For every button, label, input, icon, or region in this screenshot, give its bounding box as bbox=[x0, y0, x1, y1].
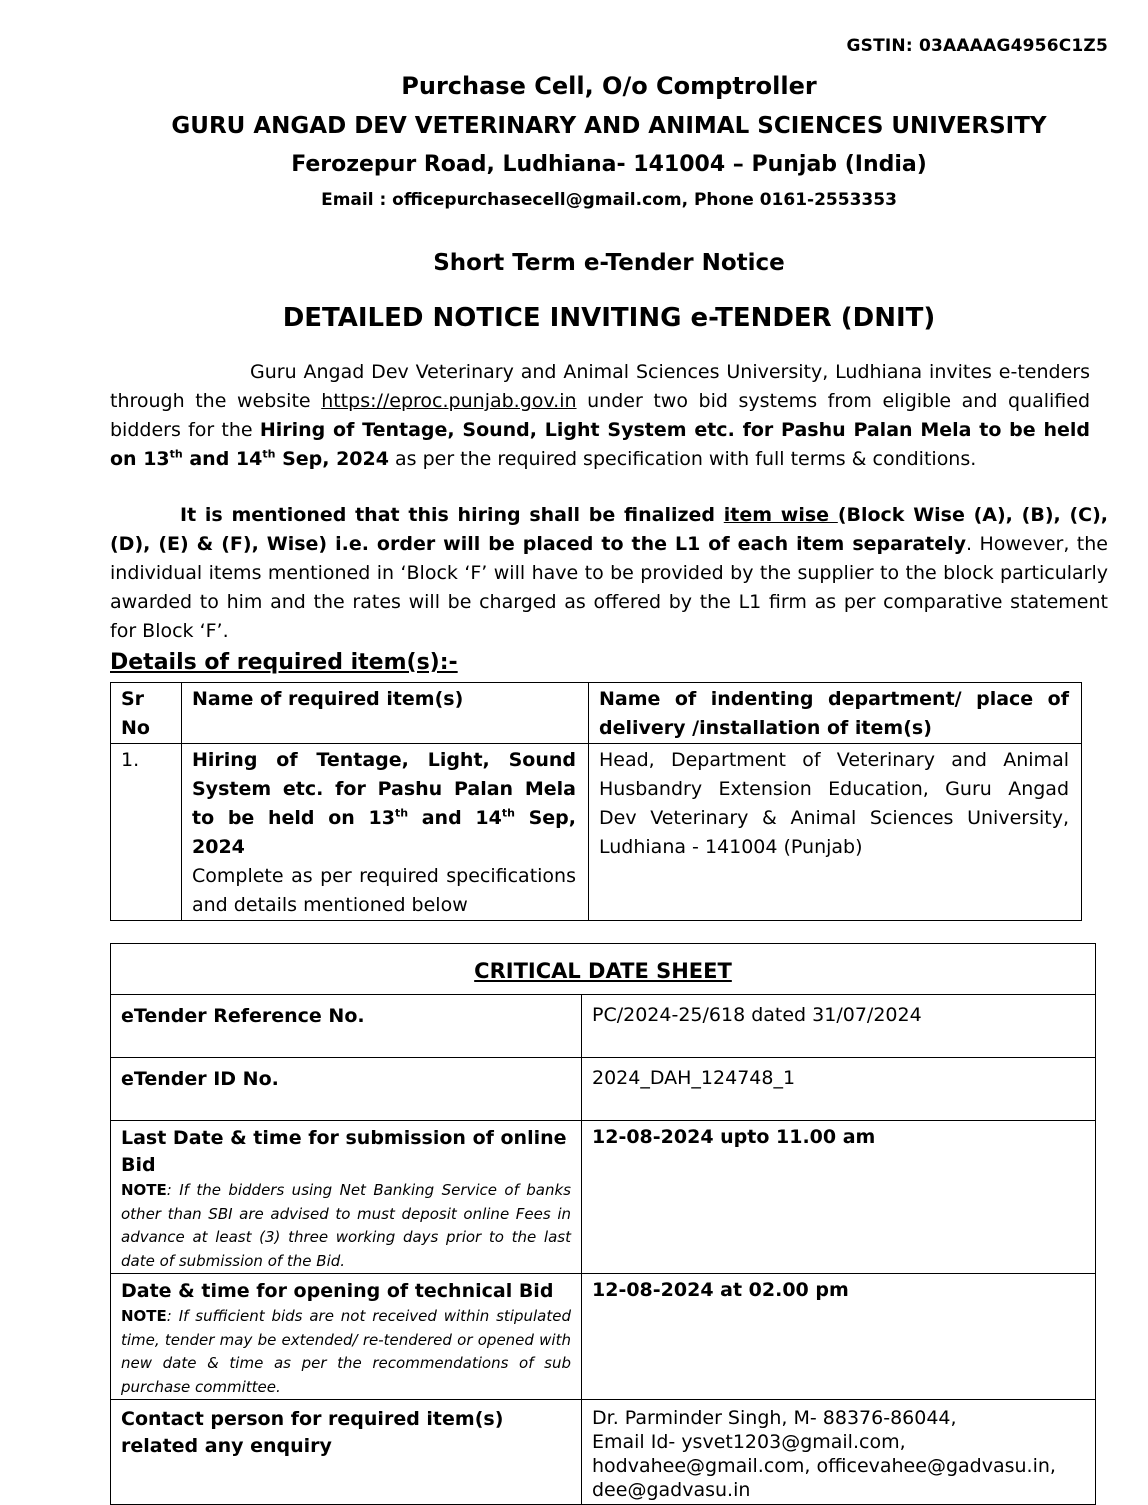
table-row bbox=[111, 744, 1082, 921]
contact-person-label: Contact person for required item(s) related any enquiry bbox=[111, 1400, 582, 1505]
gstin-number: GSTIN: 03AAAAG4956C1Z5 bbox=[846, 36, 1108, 56]
critical-date-sheet bbox=[110, 943, 1096, 1505]
contact-line-1: Dr. Parminder Singh, M- 88376-86044, bbox=[592, 1407, 957, 1429]
intro-paragraph: Guru Angad Dev Veterinary and Animal Sciences University, Ludhiana invites e-tenders through the website https://eproc.punjab.gov.in under two bid systems from eligible and qualified bidders for the Hiring of Tentage, Sound, Light System etc. for Pashu Palan Mela to be held on 13th and 14th Sep, 2024 as per the required specification with full terms & conditions. bbox=[110, 361, 1090, 470]
university-address: Ferozepur Road, Ludhiana- 141004 – Punjab (India) bbox=[291, 152, 927, 177]
items-section-title: Details of required item(s):- bbox=[110, 650, 458, 675]
submission-note: NOTE: If the bidders using Net Banking Service of banks other than SBI are advised to must deposit online Fees in advance at least (3) three working days prior to the last date of submission of the Bid. bbox=[121, 1181, 571, 1270]
contact-line-3[interactable]: hodvahee@gmail.com, officevahee@gadvasu.in, bbox=[592, 1455, 1056, 1477]
contact-line-4[interactable]: dee@gadvasu.in bbox=[592, 1479, 751, 1501]
table-header-row bbox=[111, 683, 1082, 744]
submission-deadline-value: 12-08-2024 upto 11.00 am bbox=[582, 1121, 1096, 1274]
contact-person-value bbox=[582, 1400, 1096, 1505]
table-row bbox=[111, 995, 1096, 1058]
header-item-name: Name of required item(s) bbox=[182, 683, 589, 744]
header-sr-no: Sr No bbox=[111, 683, 182, 744]
required-items-table bbox=[110, 682, 1082, 921]
header-department: Name of indenting department/ place of delivery /installation of item(s) bbox=[589, 683, 1082, 744]
row-department: Head, Department of Veterinary and Animal Husbandry Extension Education, Guru Angad Dev Veterinary & Animal Sciences University, Ludhiana - 141004 (Punjab) bbox=[589, 744, 1082, 921]
tender-id-value: 2024_DAH_124748_1 bbox=[582, 1058, 1096, 1121]
contact-line-2[interactable]: Email Id- ysvet1203@gmail.com, bbox=[592, 1431, 906, 1453]
table-row bbox=[111, 1400, 1096, 1505]
tender-id-label: eTender ID No. bbox=[111, 1058, 582, 1121]
eproc-link[interactable]: https://eproc.punjab.gov.in bbox=[321, 390, 577, 412]
opening-date-label: Date & time for opening of technical Bid NOTE: If sufficient bids are not received within stipulated time, tender may be extended/ re-tendered or opened with new date & time as per the recommendations of sub purchase committee. bbox=[111, 1274, 582, 1400]
table-row bbox=[111, 1058, 1096, 1121]
critical-date-sheet-title: CRITICAL DATE SHEET bbox=[111, 944, 1096, 995]
opening-note: NOTE: If sufficient bids are not received within stipulated time, tender may be extended/ re-tendered or opened with new date & time as per the recommendations of sub purchase committee. bbox=[121, 1307, 571, 1396]
hiring-terms-paragraph: It is mentioned that this hiring shall be finalized item wise (Block Wise (A), (B), (C), (D), (E) & (F), Wise) i.e. order will be placed to the L1 of each item separately. However, the individual items mentioned in ‘Block ‘F’ will have to be provided by the supplier to the block particularly awarded to him and the rates will be charged as offered by the L1 firm as per comparative statement for Block ‘F’. bbox=[110, 504, 1108, 642]
ref-no-label: eTender Reference No. bbox=[111, 995, 582, 1058]
notice-type: Short Term e-Tender Notice bbox=[433, 250, 785, 276]
notice-title: DETAILED NOTICE INVITING e-TENDER (DNIT) bbox=[282, 303, 936, 333]
submission-deadline-label: Last Date & time for submission of online Bid NOTE: If the bidders using Net Banking Service of banks other than SBI are advised to must deposit online Fees in advance at least (3) three working days prior to the last date of submission of the Bid. bbox=[111, 1121, 582, 1274]
ref-no-value: PC/2024-25/618 dated 31/07/2024 bbox=[582, 995, 1096, 1058]
contact-line: Email : officepurchasecell@gmail.com, Phone 0161-2553353 bbox=[321, 190, 897, 210]
table-row bbox=[111, 1274, 1096, 1400]
opening-date-value: 12-08-2024 at 02.00 pm bbox=[582, 1274, 1096, 1400]
university-name: GURU ANGAD DEV VETERINARY AND ANIMAL SCIENCES UNIVERSITY bbox=[171, 113, 1047, 139]
row-item-name: Hiring of Tentage, Light, Sound System etc. for Pashu Palan Mela to be held on 13th and 14th Sep, 2024 Complete as per required specifications and details mentioned below bbox=[182, 744, 589, 921]
row-sr-no: 1. bbox=[111, 744, 182, 921]
office-name: Purchase Cell, O/o Comptroller bbox=[401, 72, 817, 100]
table-row bbox=[111, 1121, 1096, 1274]
